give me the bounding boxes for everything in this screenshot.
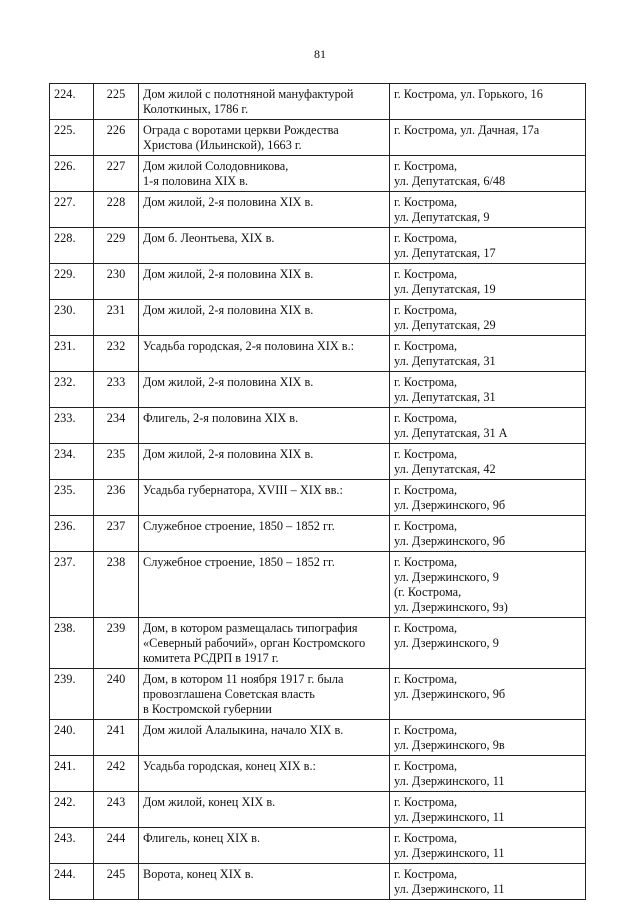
- address-line: ул. Депутатская, 9: [394, 210, 490, 224]
- registry-number: 235: [106, 447, 126, 461]
- registry-number-cell: [94, 336, 139, 372]
- row-number-cell: [50, 228, 94, 264]
- row-number: 240.: [54, 723, 76, 737]
- row-number-cell: [50, 156, 94, 192]
- address-line: г. Кострома,: [394, 831, 458, 845]
- address-cell: [390, 864, 586, 900]
- object-name-line: провозглашена Советская власть: [143, 687, 315, 701]
- address-line: ул. Депутатская, 19: [394, 282, 496, 296]
- monuments-table: [49, 83, 586, 900]
- address-line: ул. Дзержинского, 9в: [394, 738, 505, 752]
- object-name-line: Ворота, конец XIX в.: [143, 867, 254, 881]
- address-line: ул. Дзержинского, 11: [394, 846, 505, 860]
- registry-number-cell: [94, 156, 139, 192]
- registry-number: 244: [106, 831, 126, 845]
- table-row: [50, 720, 586, 756]
- address-cell: [390, 792, 586, 828]
- registry-number-cell: [94, 120, 139, 156]
- address-cell: [390, 300, 586, 336]
- row-number: 237.: [54, 555, 76, 569]
- address-cell: [390, 756, 586, 792]
- address-cell: [390, 480, 586, 516]
- address-line: ул. Дзержинского, 11: [394, 774, 505, 788]
- address-line: ул. Дзержинского, 9з): [394, 600, 508, 614]
- address-line: ул. Депутатская, 29: [394, 318, 496, 332]
- row-number-cell: [50, 864, 94, 900]
- object-name-line: «Северный рабочий», орган Костромского: [143, 636, 366, 650]
- registry-number: 225: [106, 87, 126, 101]
- object-name-cell: [139, 408, 390, 444]
- row-number: 244.: [54, 867, 76, 881]
- address-line: ул. Депутатская, 17: [394, 246, 496, 260]
- registry-number: 232: [106, 339, 126, 353]
- address-line: г. Кострома,: [394, 339, 458, 353]
- registry-number: 231: [106, 303, 126, 317]
- row-number: 241.: [54, 759, 76, 773]
- registry-number: 240: [106, 672, 126, 686]
- address-line: г. Кострома,: [394, 723, 458, 737]
- address-line: г. Кострома,: [394, 672, 458, 686]
- address-line: г. Кострома,: [394, 231, 458, 245]
- row-number: 238.: [54, 621, 76, 635]
- row-number-cell: [50, 618, 94, 669]
- address-line: г. Кострома,: [394, 159, 458, 173]
- object-name-line: Усадьба городская, 2-я половина XIX в.:: [143, 339, 355, 353]
- table-row: [50, 756, 586, 792]
- object-name-line: Дом жилой, 2-я половина XIX в.: [143, 303, 314, 317]
- table-row: [50, 480, 586, 516]
- row-number-cell: [50, 444, 94, 480]
- table-row: [50, 864, 586, 900]
- row-number: 224.: [54, 87, 76, 101]
- address-line: г. Кострома,: [394, 621, 458, 635]
- object-name-cell: [139, 372, 390, 408]
- row-number: 226.: [54, 159, 76, 173]
- object-name-cell: [139, 120, 390, 156]
- address-line: г. Кострома,: [394, 375, 458, 389]
- address-line: г. Кострома,: [394, 759, 458, 773]
- address-line: ул. Дзержинского, 9: [394, 636, 499, 650]
- registry-number: 239: [106, 621, 126, 635]
- object-name-line: Дом жилой, 2-я половина XIX в.: [143, 375, 314, 389]
- registry-number-cell: [94, 372, 139, 408]
- object-name-line: Флигель, 2-я половина XIX в.: [143, 411, 299, 425]
- address-cell: [390, 618, 586, 669]
- object-name-line: Колоткиных, 1786 г.: [143, 102, 249, 116]
- row-number: 239.: [54, 672, 76, 686]
- registry-number-cell: [94, 300, 139, 336]
- object-name-cell: [139, 669, 390, 720]
- object-name-cell: [139, 336, 390, 372]
- row-number-cell: [50, 84, 94, 120]
- address-cell: [390, 669, 586, 720]
- registry-number-cell: [94, 408, 139, 444]
- registry-number: 227: [106, 159, 126, 173]
- address-line: (г. Кострома,: [394, 585, 462, 599]
- registry-number-cell: [94, 828, 139, 864]
- address-cell: [390, 828, 586, 864]
- table-row: [50, 828, 586, 864]
- address-cell: [390, 228, 586, 264]
- address-cell: [390, 120, 586, 156]
- address-line: ул. Депутатская, 31: [394, 390, 496, 404]
- row-number-cell: [50, 792, 94, 828]
- address-line: ул. Дзержинского, 11: [394, 810, 505, 824]
- row-number-cell: [50, 408, 94, 444]
- address-line: ул. Депутатская, 31: [394, 354, 496, 368]
- object-name-line: Дом жилой с полотняной мануфактурой: [143, 87, 354, 101]
- address-line: ул. Дзержинского, 9б: [394, 687, 506, 701]
- object-name-cell: [139, 618, 390, 669]
- registry-number-cell: [94, 264, 139, 300]
- row-number-cell: [50, 756, 94, 792]
- row-number-cell: [50, 669, 94, 720]
- object-name-line: Флигель, конец XIX в.: [143, 831, 261, 845]
- registry-number: 237: [106, 519, 126, 533]
- table-row: [50, 120, 586, 156]
- registry-number-cell: [94, 228, 139, 264]
- row-number-cell: [50, 828, 94, 864]
- row-number: 230.: [54, 303, 76, 317]
- address-line: г. Кострома,: [394, 555, 458, 569]
- row-number-cell: [50, 192, 94, 228]
- registry-number-cell: [94, 84, 139, 120]
- registry-number: 233: [106, 375, 126, 389]
- object-name-cell: [139, 264, 390, 300]
- row-number-cell: [50, 372, 94, 408]
- row-number: 232.: [54, 375, 76, 389]
- registry-number: 241: [106, 723, 126, 737]
- table-row: [50, 516, 586, 552]
- address-line: ул. Депутатская, 42: [394, 462, 496, 476]
- registry-number-cell: [94, 516, 139, 552]
- table-row: [50, 228, 586, 264]
- address-line: г. Кострома,: [394, 795, 458, 809]
- row-number: 225.: [54, 123, 76, 137]
- registry-number-cell: [94, 192, 139, 228]
- address-cell: [390, 552, 586, 618]
- row-number-cell: [50, 300, 94, 336]
- row-number: 233.: [54, 411, 76, 425]
- row-number: 243.: [54, 831, 76, 845]
- object-name-line: Ограда с воротами церкви Рождества: [143, 123, 339, 137]
- object-name-line: Дом, в котором 11 ноября 1917 г. была: [143, 672, 344, 686]
- table-row: [50, 408, 586, 444]
- registry-number-cell: [94, 792, 139, 828]
- registry-number: 236: [106, 483, 126, 497]
- row-number-cell: [50, 720, 94, 756]
- address-line: г. Кострома,: [394, 411, 458, 425]
- table-row: [50, 156, 586, 192]
- object-name-line: Дом жилой Алалыкина, начало XIX в.: [143, 723, 344, 737]
- address-line: г. Кострома,: [394, 519, 458, 533]
- address-line: ул. Депутатская, 31 А: [394, 426, 508, 440]
- row-number: 234.: [54, 447, 76, 461]
- address-cell: [390, 720, 586, 756]
- row-number: 229.: [54, 267, 76, 281]
- object-name-cell: [139, 552, 390, 618]
- table-row: [50, 372, 586, 408]
- table-row: [50, 552, 586, 618]
- address-line: ул. Дзержинского, 11: [394, 882, 505, 896]
- registry-number: 245: [106, 867, 126, 881]
- row-number-cell: [50, 480, 94, 516]
- object-name-cell: [139, 228, 390, 264]
- address-line: г. Кострома,: [394, 195, 458, 209]
- registry-number-cell: [94, 444, 139, 480]
- row-number-cell: [50, 552, 94, 618]
- row-number-cell: [50, 336, 94, 372]
- monuments-table-body: [50, 84, 586, 900]
- registry-number-cell: [94, 669, 139, 720]
- address-cell: [390, 444, 586, 480]
- registry-number: 230: [106, 267, 126, 281]
- address-line: г. Кострома,: [394, 867, 458, 881]
- object-name-cell: [139, 756, 390, 792]
- object-name-cell: [139, 84, 390, 120]
- address-cell: [390, 336, 586, 372]
- registry-number: 228: [106, 195, 126, 209]
- address-line: г. Кострома, ул. Дачная, 17а: [394, 123, 540, 137]
- object-name-line: 1-я половина XIX в.: [143, 174, 249, 188]
- object-name-cell: [139, 720, 390, 756]
- table-row: [50, 84, 586, 120]
- object-name-cell: [139, 516, 390, 552]
- object-name-cell: [139, 300, 390, 336]
- object-name-line: Служебное строение, 1850 – 1852 гг.: [143, 555, 335, 569]
- registry-number-cell: [94, 756, 139, 792]
- address-cell: [390, 192, 586, 228]
- address-line: г. Кострома,: [394, 447, 458, 461]
- object-name-line: Дом б. Леонтьева, XIX в.: [143, 231, 275, 245]
- object-name-line: Дом жилой, конец XIX в.: [143, 795, 276, 809]
- address-cell: [390, 516, 586, 552]
- table-row: [50, 336, 586, 372]
- row-number-cell: [50, 120, 94, 156]
- table-row: [50, 618, 586, 669]
- row-number: 227.: [54, 195, 76, 209]
- table-row: [50, 444, 586, 480]
- address-line: ул. Дзержинского, 9б: [394, 534, 506, 548]
- object-name-line: Дом жилой, 2-я половина XIX в.: [143, 195, 314, 209]
- object-name-line: Христова (Ильинской), 1663 г.: [143, 138, 302, 152]
- object-name-cell: [139, 792, 390, 828]
- address-line: ул. Депутатская, 6/48: [394, 174, 506, 188]
- registry-number-cell: [94, 480, 139, 516]
- registry-number: 242: [106, 759, 126, 773]
- registry-number: 238: [106, 555, 126, 569]
- registry-number-cell: [94, 552, 139, 618]
- object-name-line: комитета РСДРП в 1917 г.: [143, 651, 279, 665]
- registry-number-cell: [94, 864, 139, 900]
- object-name-line: Усадьба губернатора, XVIII – XIX вв.:: [143, 483, 343, 497]
- row-number-cell: [50, 264, 94, 300]
- table-row: [50, 264, 586, 300]
- object-name-line: в Костромской губернии: [143, 702, 272, 716]
- row-number-cell: [50, 516, 94, 552]
- registry-number-cell: [94, 720, 139, 756]
- registry-number: 229: [106, 231, 126, 245]
- object-name-cell: [139, 444, 390, 480]
- row-number: 228.: [54, 231, 76, 245]
- object-name-line: Служебное строение, 1850 – 1852 гг.: [143, 519, 335, 533]
- object-name-cell: [139, 480, 390, 516]
- table-row: [50, 669, 586, 720]
- address-line: г. Кострома,: [394, 483, 458, 497]
- page-number: 81: [314, 47, 326, 61]
- address-line: г. Кострома,: [394, 267, 458, 281]
- address-cell: [390, 408, 586, 444]
- registry-number: 243: [106, 795, 126, 809]
- object-name-line: Дом жилой, 2-я половина XIX в.: [143, 267, 314, 281]
- table-row: [50, 792, 586, 828]
- row-number: 236.: [54, 519, 76, 533]
- address-line: г. Кострома, ул. Горького, 16: [394, 87, 543, 101]
- address-line: ул. Дзержинского, 9: [394, 570, 499, 584]
- object-name-cell: [139, 156, 390, 192]
- object-name-line: Дом жилой, 2-я половина XIX в.: [143, 447, 314, 461]
- registry-number-cell: [94, 618, 139, 669]
- address-cell: [390, 156, 586, 192]
- row-number: 231.: [54, 339, 76, 353]
- object-name-line: Дом жилой Солодовникова,: [143, 159, 289, 173]
- registry-number: 234: [106, 411, 126, 425]
- address-cell: [390, 372, 586, 408]
- object-name-cell: [139, 828, 390, 864]
- address-line: ул. Дзержинского, 9б: [394, 498, 506, 512]
- row-number: 235.: [54, 483, 76, 497]
- object-name-cell: [139, 864, 390, 900]
- object-name-line: Дом, в котором размещалась типография: [143, 621, 358, 635]
- object-name-cell: [139, 192, 390, 228]
- table-row: [50, 300, 586, 336]
- table-row: [50, 192, 586, 228]
- address-cell: [390, 84, 586, 120]
- row-number: 242.: [54, 795, 76, 809]
- registry-number: 226: [106, 123, 126, 137]
- address-cell: [390, 264, 586, 300]
- object-name-line: Усадьба городская, конец XIX в.:: [143, 759, 316, 773]
- address-line: г. Кострома,: [394, 303, 458, 317]
